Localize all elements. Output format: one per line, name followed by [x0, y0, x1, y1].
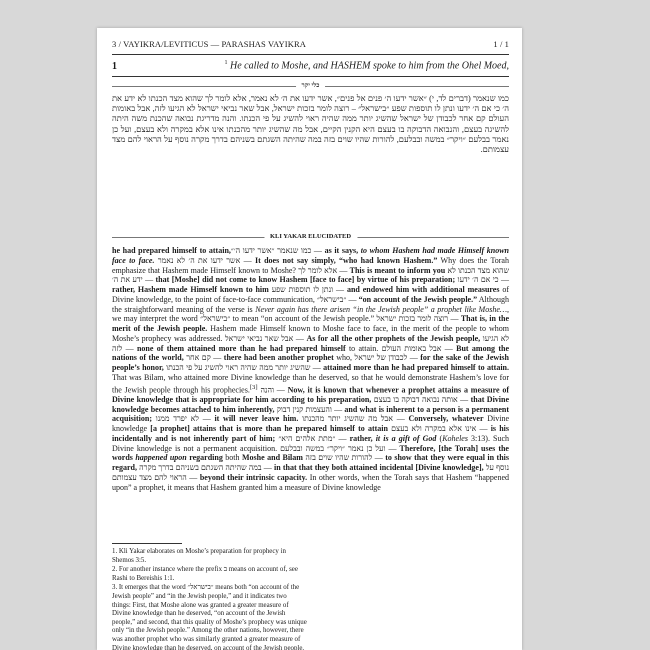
footnote-rule [112, 543, 182, 544]
verse-text: He called to Moshe, and HASHEM spoke to him from the Ohel Moed, [229, 60, 509, 72]
verse-number: 1 [112, 61, 117, 72]
hebrew-commentary: כמו שנאמר (דברים לד, י) ״אשר ידעו ה׳ פנים אל פנים״, אשר ידעו את ה׳ לא נאמר, אלא לומר לך שהוא מצד הכנתו לא ידע את ה׳ כי אם ה׳ ידעו ונתן לו תוספות שפע ״בישראל״ – רוצה לומר בזכות ישראל, אבל שאר נביאי ישראל לא הגיעו לזה, אבל באומות העולם קם אחר לכבודן של ישראל שהשיג יותר ממה שהיה ראוי להשיג על פי הכנתו. והנה מדריגת נבואה שהכנת משה היתה להשיגה בעצם, והנבואה הדבוקה בו בעצם היא הקנין הקיים, אבל מה שהשיג יותר מהכנתו אינו אלא במקרה ולא בעצם, ועל כן נאמר בבלעם ״ויקר״ במשה ובבלעם, להורות שהיו שוים בזה במה שהיתה השגתם בשניהם בדרך מקרה נוסף על הראוי להם מצד עצמותם. [112, 94, 509, 155]
elucidated-divider [112, 232, 509, 242]
book-page [97, 28, 522, 650]
hebrew-section-divider [112, 81, 509, 91]
elucidated-title: KLI YAKAR ELUCIDATED [264, 232, 357, 242]
footnotes-left-column [112, 548, 307, 650]
verse-superscript: 1 [224, 60, 228, 66]
running-title: 3 / VAYIKRA/LEVITICUS — PARASHAS VAYIKRA [112, 39, 306, 49]
header-rule [112, 54, 509, 55]
footnote-1: 1. Kli Yakar elaborates on Moshe’s preparation for prophecy in Shemos 3:5. [112, 548, 286, 564]
verse-translation [167, 60, 509, 71]
page-label: 1 / 1 [493, 39, 509, 49]
footnote-2: 2. For another instance where the prefix ב means on account of, see Rashi to Bereishis 1:1. [112, 566, 298, 582]
running-header [112, 39, 509, 53]
elucidated-commentary: he had prepared himself to attain,כמו שנאמר ״אשר ידעו ה׳״ — as it says, to whom Hashem had made Himself known face to face. אשר ידעו את ה׳ לא נאמר — It does not say simply, “who had known Hashem.” Why does the Torah emphasize that Hashem made Himself known to Moshe? אלא לומר לך — This is meant to inform you שהוא מצד הכנתו לא ידע את ה׳ — that [Moshe] did not come to know Hashem [face to face] by virtue of his preparation; כי אם ה׳ ידעו — rather, Hashem made Himself known to him ונתן לו תוספות שפע — and endowed him with additional measures of Divine knowledge, to the point of face-to-face communication, ״בישראל״ — “on account of the Jewish people.” Although the straightforward meaning of the verse is Never again has there arisen “in the Jewish people” a prophet like Moshe…, we may interpret the word ״בישראל״ to mean “on account of the Jewish people.” רוצה לומר בזכות ישראל — That is, in the merit of the Jewish people. Hashem made Himself known to Moshe face to face, in the merit of the people to whom Moshe’s prophecy was addressed. אבל שאר נביאי ישראל — As for all the other prophets of the Jewish people, לא הגיעו לזה — none of them attained more than he had prepared himself to attain. אבל באומות העולם — But among the nations of the world, קם אחר — there had been another prophet who, לכבודן של ישראל — for the sake of the Jewish people’s honor, שהשיג יותר ממה שהיה ראוי להשיג על פי הכנתו — attained more than he had prepared himself to attain. That was Bilam, who attained more Divine knowledge than he deserved, so that he would demonstrate Hashem’s love for the Jewish people through his prophecies.[3] והנה — Now, it is known that whenever a prophet attains a measure of Divine knowledge that is appropriate for him according to his preparation, אותה נבואה דבוקה בו בעצם — that Divine knowledge becomes attached to him inherently, והעצמות קנין דבוק — and what is inherent to a person is a permanent acquisition; לא יפרד ממנו — it will never leave him. אבל מה שהשיג יותר מהכנתו — Conversely, whatever Divine knowledge [a prophet] attains that is more than he prepared himself to attain אינו אלא במקרה ולא בעצם — is his incidentally and is not inherently part of him; ״מתת אלהים היא״ — rather, it is a gift of God (Koheles 3:13). Such Divine knowledge is not a permanent acquisition. ועל כן נאמר ״ויקר״ במשה ובבלעם — Therefore, [the Torah] uses the words happened upon regarding both Moshe and Bilam להורות שהיו שוים בזה — to show that they were equal in this regard, במה שהיתה השגתם בשניהם בדרך מקרה — in that that they both attained incidental [Divine knowledge], נוסף על הראוי להם מצד עצמותם — beyond their intrinsic capacity. In other words, when the Torah says that Hashem “happened upon” a prophet, it means that Hashem granted him a measure of Divine knowledge [112, 246, 510, 492]
hebrew-section-title: כלי יקר [296, 81, 326, 91]
verse-rule [112, 76, 509, 77]
footnote-3: 3. It emerges that the word ״בישראל״ means both “on account of the Jewish people” and “in the Jewish people,” and it indicates two things: First, that Moshe alone was granted a greater measure of Divine knowledge than he deserved, “on account of the Jewish people,” and second, that this quality of Moshe’s prophecy was unique only “in the Jewish people.” Among the other nations, however, there was another prophet who was similarly granted a greater measure of Divine knowledge than he deserved, on account of the Jewish people. [112, 584, 307, 650]
